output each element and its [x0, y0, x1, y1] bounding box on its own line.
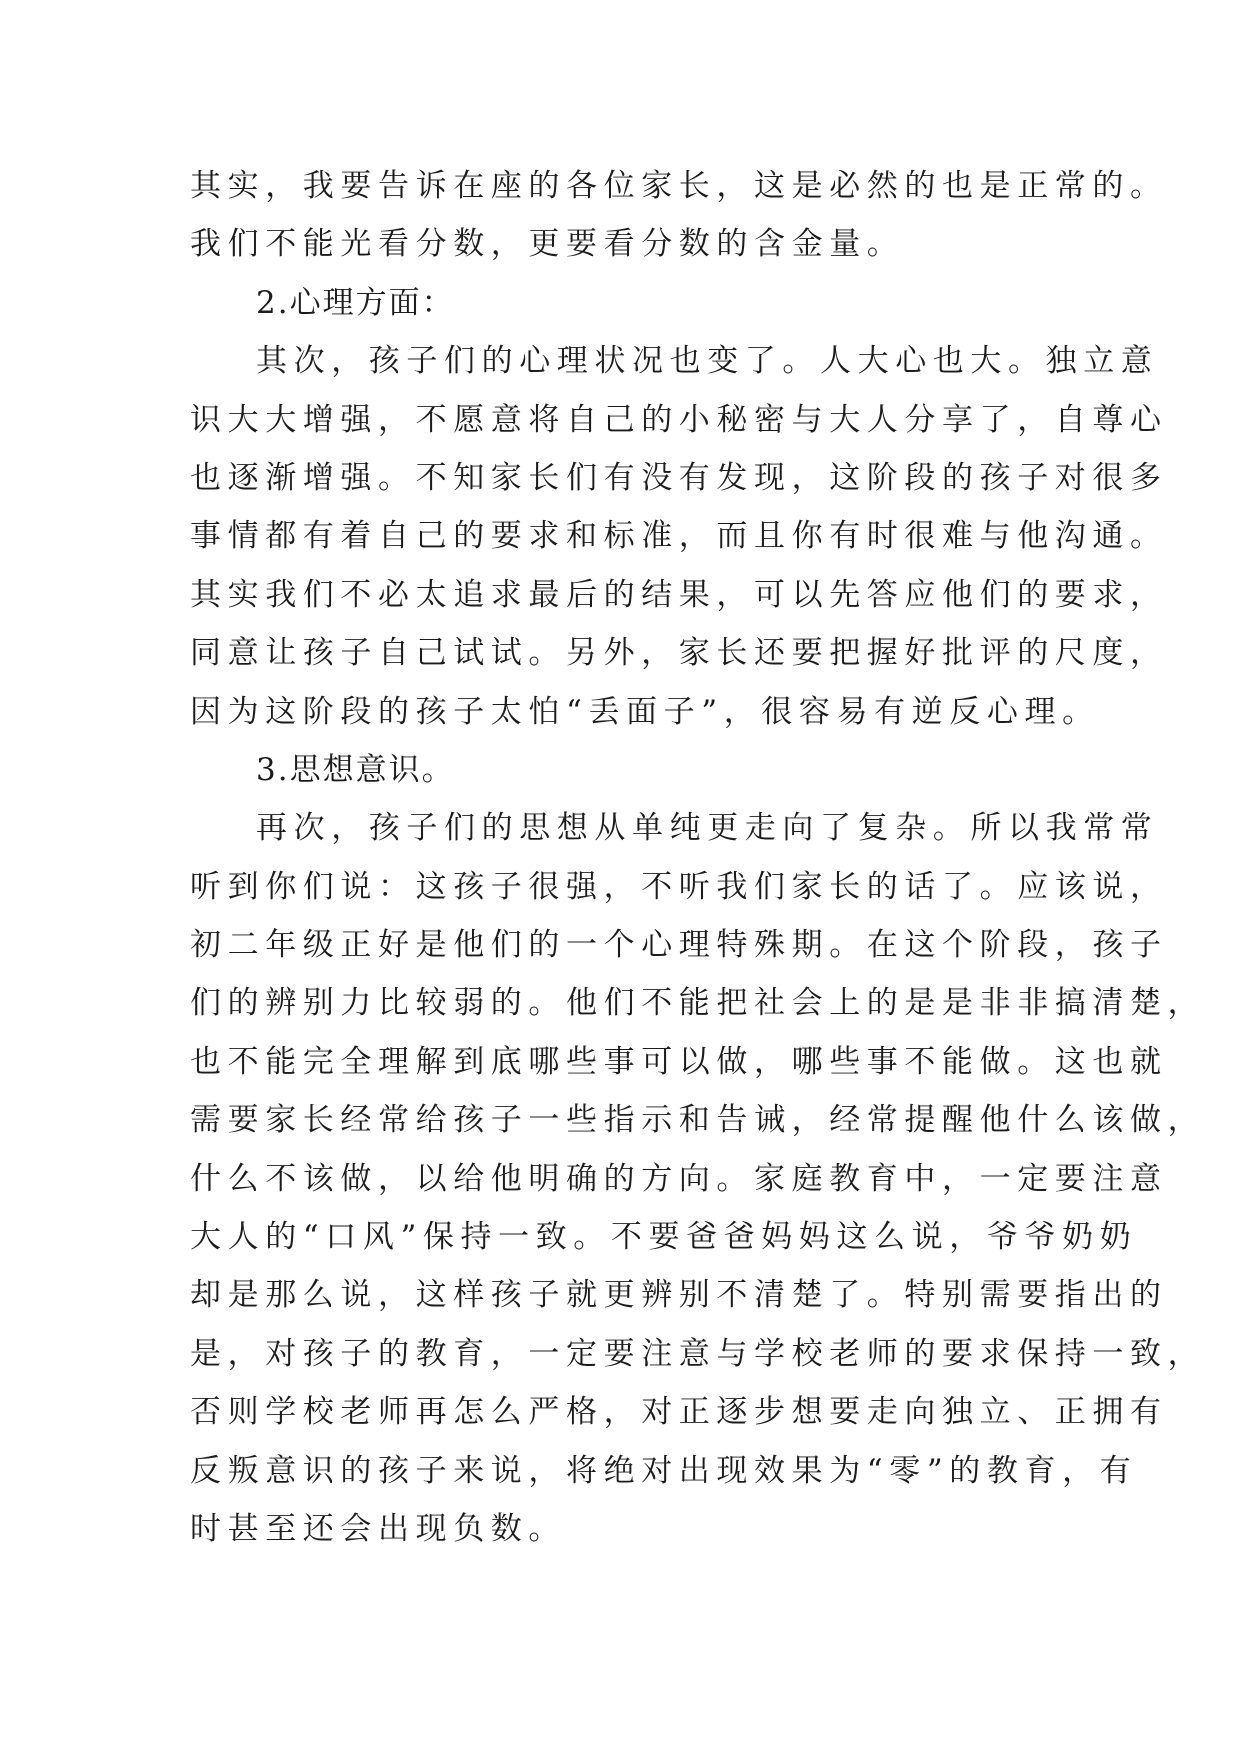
text-line: 识大大增强，不愿意将自己的小秘密与大人分享了，自尊心 — [190, 401, 1168, 438]
section-heading-2: 2.心理方面： — [256, 284, 455, 321]
text-line: 同意让孩子自己试试。另外，家长还要把握好批评的尺度， — [190, 635, 1168, 672]
text-line: 大人的“口风”保持一致。不要爸爸妈妈这么说，爷爷奶奶 — [190, 1219, 1138, 1256]
text-line: 其次，孩子们的心理状况也变了。人大心也大。独立意 — [256, 343, 1159, 380]
text-line: 什么不该做，以给他明确的方向。家庭教育中，一定要注意 — [190, 1160, 1168, 1197]
text-line: 却是那么说，这样孩子就更辨别不清楚了。特别需要指出的 — [190, 1277, 1168, 1314]
section-heading-3: 3.思想意识。 — [256, 751, 455, 788]
paragraph-1 — [190, 157, 1168, 274]
text-line: 时甚至还会出现负数。 — [190, 1510, 566, 1547]
paragraph-2 — [190, 332, 1168, 741]
text-line: 其实，我要告诉在座的各位家长，这是必然的也是正常的。 — [190, 168, 1168, 204]
text-line: 事情都有着自己的要求和标准，而且你有时很难与他沟通。 — [190, 518, 1168, 555]
text-line: 否则学校老师再怎么严格，对正逐步想要走向独立、正拥有 — [190, 1394, 1168, 1431]
text-line: 们的辨别力比较弱的。他们不能把社会上的是是非非搞清楚， — [190, 985, 1206, 1022]
text-line: 再次，孩子们的思想从单纯更走向了复杂。所以我常常 — [256, 810, 1159, 847]
text-line: 反叛意识的孩子来说，将绝对出现效果为“零”的教育，有 — [190, 1452, 1138, 1489]
text-line: 也逐渐增强。不知家长们有没有发现，这阶段的孩子对很多 — [190, 459, 1168, 496]
text-line: 需要家长经常给孩子一些指示和告诫，经常提醒他什么该做， — [190, 1102, 1206, 1139]
document-page — [190, 157, 1206, 1558]
text-line: 听到你们说：这孩子很强，不听我们家长的话了。应该说， — [190, 868, 1168, 905]
text-line: 我们不能光看分数，更要看分数的含金量。 — [190, 226, 905, 263]
text-line: 初二年级正好是他们的一个心理特殊期。在这个阶段，孩子 — [190, 927, 1168, 964]
text-line: 也不能完全理解到底哪些事可以做，哪些事不能做。这也就 — [190, 1043, 1168, 1080]
text-line: 是，对孩子的教育，一定要注意与学校老师的要求保持一致， — [190, 1335, 1206, 1372]
paragraph-3 — [190, 799, 1206, 1558]
text-line: 因为这阶段的孩子太怕“丢面子”，很容易有逆反心理。 — [190, 693, 1100, 730]
text-line: 其实我们不必太追求最后的结果，可以先答应他们的要求， — [190, 576, 1168, 613]
